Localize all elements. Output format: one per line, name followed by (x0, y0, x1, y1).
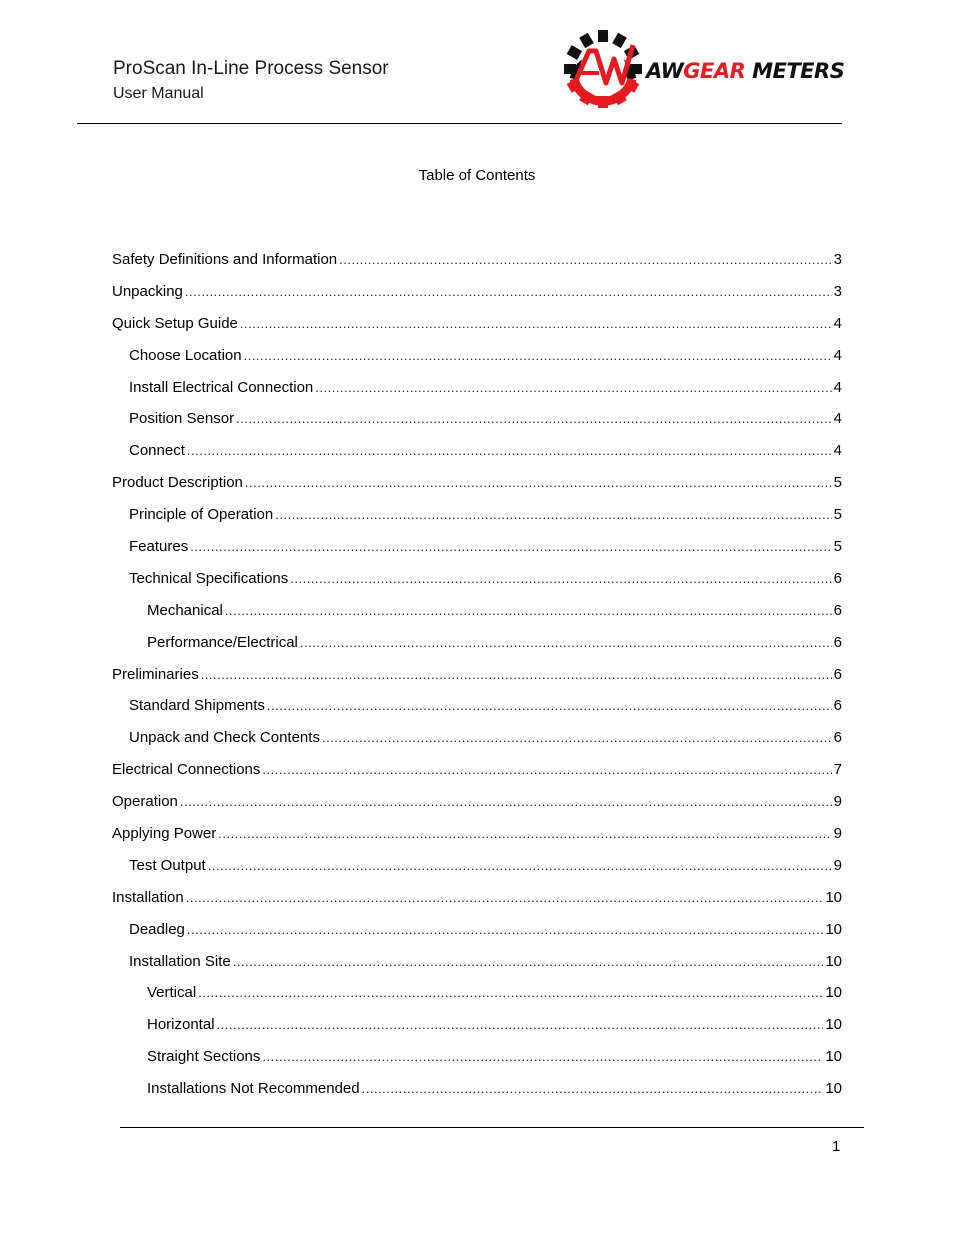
toc-entry-title: Performance/Electrical (147, 633, 298, 651)
toc-entry[interactable] (112, 627, 842, 659)
toc-entry-page: 5 (833, 474, 842, 492)
toc-entry-title: Unpacking (112, 282, 183, 300)
toc-dot-leader (315, 378, 831, 398)
toc-entry-page: 7 (833, 761, 842, 779)
page-number: 1 (832, 1138, 841, 1155)
header-divider (77, 123, 842, 124)
toc-entry[interactable] (112, 308, 842, 340)
logo-wordmark: AWGEAR METERS (646, 59, 845, 83)
toc-entry-page: 6 (833, 729, 842, 747)
toc-dot-leader (262, 760, 831, 780)
toc-entry-page: 5 (833, 506, 842, 524)
toc-entry[interactable] (112, 1073, 842, 1105)
toc-entry-page: 9 (833, 824, 842, 842)
toc-entry[interactable] (112, 372, 842, 404)
toc-dot-leader (236, 409, 832, 429)
toc-entry[interactable] (112, 563, 842, 595)
toc-entry-title: Product Description (112, 474, 243, 492)
toc-dot-leader (198, 983, 823, 1003)
toc-entry[interactable] (112, 276, 842, 308)
toc-entry-title: Installation Site (129, 952, 231, 970)
toc-entry-title: Installations Not Recommended (147, 1080, 360, 1098)
toc-entry[interactable] (112, 595, 842, 627)
toc-entry-title: Preliminaries (112, 665, 199, 683)
toc-dot-leader (185, 282, 832, 302)
toc-entry-title: Operation (112, 793, 178, 811)
toc-dot-leader (233, 952, 824, 972)
toc-entry[interactable] (112, 818, 842, 850)
toc-entry-page: 6 (833, 633, 842, 651)
toc-dot-leader (339, 250, 832, 270)
toc-dot-leader (208, 856, 832, 876)
toc-entry-page: 3 (833, 282, 842, 300)
toc-dot-leader (300, 633, 832, 653)
footer-divider (120, 1127, 864, 1128)
document-subtitle: User Manual (113, 85, 204, 102)
toc-dot-leader (262, 1047, 823, 1067)
aw-gear-meters-logo (562, 28, 847, 110)
toc-entry-title: Installation (112, 888, 184, 906)
toc-entry-title: Connect (129, 442, 185, 460)
toc-entry[interactable] (112, 531, 842, 563)
toc-entry[interactable] (112, 754, 842, 786)
toc-entry-title: Vertical (147, 984, 197, 1002)
toc-entry-title: Position Sensor (129, 410, 235, 428)
toc-entry-title: Deadleg (129, 920, 185, 938)
toc-entry-page: 10 (825, 1080, 842, 1098)
toc-dot-leader (322, 728, 832, 748)
toc-entry-page: 6 (833, 601, 842, 619)
toc-entry[interactable] (112, 977, 842, 1009)
toc-dot-leader (201, 665, 832, 685)
toc-entry[interactable] (112, 722, 842, 754)
toc-dot-leader (187, 441, 832, 461)
toc-entry[interactable] (112, 914, 842, 946)
toc-heading: Table of Contents (418, 167, 536, 184)
toc-entry[interactable] (112, 850, 842, 882)
toc-entry-page: 4 (833, 314, 842, 332)
toc-dot-leader (244, 346, 832, 366)
toc-dot-leader (267, 696, 832, 716)
table-of-contents (112, 244, 842, 1105)
toc-entry-page: 10 (825, 920, 842, 938)
toc-entry-page: 10 (825, 984, 842, 1002)
toc-entry-title: Install Electrical Connection (129, 378, 314, 396)
toc-entry-page: 5 (833, 537, 842, 555)
toc-entry-title: Applying Power (112, 824, 217, 842)
toc-entry[interactable] (112, 690, 842, 722)
toc-entry[interactable] (112, 435, 842, 467)
toc-dot-leader (275, 505, 831, 525)
toc-dot-leader (290, 569, 831, 589)
toc-entry-page: 10 (825, 1048, 842, 1066)
toc-entry[interactable] (112, 882, 842, 914)
toc-entry[interactable] (112, 244, 842, 276)
toc-entry-title: Unpack and Check Contents (129, 729, 320, 747)
toc-entry[interactable] (112, 1009, 842, 1041)
toc-entry-title: Features (129, 537, 189, 555)
toc-entry[interactable] (112, 467, 842, 499)
document-header (113, 57, 389, 105)
toc-entry-page: 3 (833, 250, 842, 268)
toc-dot-leader (218, 824, 831, 844)
toc-entry-page: 10 (825, 952, 842, 970)
toc-entry-title: Test Output (129, 856, 206, 874)
toc-entry-page: 6 (833, 569, 842, 587)
toc-dot-leader (362, 1079, 824, 1099)
toc-dot-leader (190, 537, 831, 557)
toc-entry-page: 4 (833, 346, 842, 364)
toc-entry-title: Straight Sections (147, 1048, 261, 1066)
toc-entry-page: 4 (833, 378, 842, 396)
toc-dot-leader (217, 1015, 824, 1035)
toc-entry-title: Electrical Connections (112, 761, 261, 779)
toc-entry-title: Standard Shipments (129, 697, 265, 715)
toc-dot-leader (187, 920, 823, 940)
toc-entry[interactable] (112, 1041, 842, 1073)
toc-dot-leader (180, 792, 832, 812)
toc-entry-title: Choose Location (129, 346, 242, 364)
toc-entry-page: 10 (825, 888, 842, 906)
toc-entry[interactable] (112, 659, 842, 691)
toc-entry-title: Technical Specifications (129, 569, 289, 587)
toc-entry-page: 10 (825, 1016, 842, 1034)
toc-entry-title: Safety Definitions and Information (112, 250, 338, 268)
document-title: ProScan In-Line Process Sensor (113, 58, 389, 79)
toc-dot-leader (245, 473, 832, 493)
toc-entry[interactable] (112, 340, 842, 372)
toc-dot-leader (225, 601, 832, 621)
toc-entry-page: 9 (833, 793, 842, 811)
toc-entry-page: 4 (833, 410, 842, 428)
toc-entry[interactable] (112, 403, 842, 435)
gear-logo-icon (562, 28, 644, 110)
toc-entry[interactable] (112, 786, 842, 818)
toc-entry-title: Horizontal (147, 1016, 215, 1034)
toc-entry-page: 6 (833, 665, 842, 683)
toc-dot-leader (186, 888, 824, 908)
toc-entry-title: Mechanical (147, 601, 223, 619)
toc-entry[interactable] (112, 499, 842, 531)
toc-entry-title: Quick Setup Guide (112, 314, 238, 332)
toc-dot-leader (240, 314, 832, 334)
toc-entry-page: 9 (833, 856, 842, 874)
toc-entry-page: 6 (833, 697, 842, 715)
toc-entry[interactable] (112, 946, 842, 978)
toc-entry-title: Principle of Operation (129, 506, 274, 524)
toc-entry-page: 4 (833, 442, 842, 460)
